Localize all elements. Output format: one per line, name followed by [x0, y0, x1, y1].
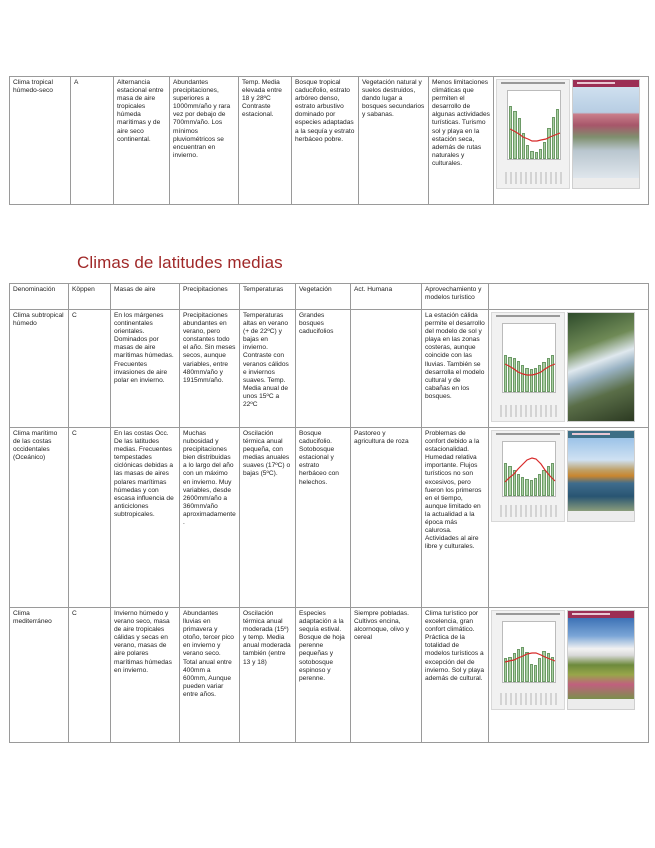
climograph-image — [491, 610, 565, 710]
cell-denominacion: Clima subtropical húmedo — [10, 310, 69, 428]
cell-precipitaciones: Muchas nubosidad y precipitaciones bien distribuidas a lo largo del año con un máximo en invierno. Muy variables, desde 2600mm/año a 360mm/año aproximadamente. — [180, 428, 240, 608]
header-vegetacion: Vegetación — [296, 284, 351, 310]
cell-vegetacion: Bosque caducifolio. Sotobosque estacional y estrato herbáceo con helechos. — [296, 428, 351, 608]
cell-temperaturas: Temperaturas altas en verano (+ de 22ºC) y bajas en invierno. Contraste con veranos cálidos e inviernos suaves. Temp. Media anual de unos 15ºC a 22ºC — [240, 310, 296, 428]
cell-turismo: Clima turístico por excelencia, gran confort climático. Práctica de la totalidad de modelos turísticos a excepción del de invierno. Sol y playa además de cultural. — [422, 608, 489, 743]
header-temperaturas: Temperaturas — [240, 284, 296, 310]
header-precipitaciones: Precipitaciones — [180, 284, 240, 310]
cell-temperaturas: Oscilación térmica anual moderada (15º) y temp. Media anual moderada también (entre 13 y 18) — [240, 608, 296, 743]
cell-turismo: Menos limitaciones climáticas que permiten el desarrollo de algunas actividades turísticas. Turismo sol y playa en la estación seca, además de rutas naturales y culturales. — [429, 77, 494, 205]
cell-vegetacion: Especies adaptación a la sequía estival. Bosque de hoja perenne pequeñas y sotobosque espinoso y perenne. — [296, 608, 351, 743]
cell-vegetacion: Grandes bosques caducifolios — [296, 310, 351, 428]
landscape-photo — [567, 610, 635, 710]
header-turismo: Aprovechamiento y modelos turístico — [422, 284, 489, 310]
cell-act-humana: Pastoreo y agricultura de roza — [351, 428, 422, 608]
cell-images — [494, 77, 649, 205]
climate-table-mid-latitudes — [9, 283, 649, 743]
cell-precipitaciones: Precipitaciones abundantes en verano, pero constantes todo el año. Sin meses secos, aunque variables, entre 480mm/año y 1915mm/año. — [180, 310, 240, 428]
cell-denominacion: Clima mediterráneo — [10, 608, 69, 743]
cell-precipitaciones: Abundantes precipitaciones, superiores a 1000mm/año y rara vez por debajo de 700mm/año. Los mínimos pluviométricos se encuentran en invierno. — [170, 77, 239, 205]
table-row — [10, 77, 649, 205]
climograph-image — [496, 79, 570, 189]
cell-act-humana: Vegetación natural y suelos destruidos, dando lugar a bosques secundarios y sabanas. — [359, 77, 429, 205]
cell-precipitaciones: Abundantes lluvias en primavera y otoño, tercer pico en invierno y verano seco. Total anual entre 400mm a 600mm, Aunque pueden variar entre años. — [180, 608, 240, 743]
cell-temperaturas: Oscilación térmica anual pequeña, con medias anuales suaves (17ºC) o bajas (5ºC). — [240, 428, 296, 608]
cell-koppen: C — [69, 608, 111, 743]
header-denominacion: Denominación — [10, 284, 69, 310]
cell-images — [489, 310, 649, 428]
landscape-photo — [572, 79, 640, 189]
table-header-row — [10, 284, 649, 310]
cell-turismo: La estación cálida permite el desarrollo del modelo de sol y playa en las zonas costeras, aunque coincide con las lluvias. También se desarrolla el modelo cultural y de cabañas en los bosques. — [422, 310, 489, 428]
cell-images — [489, 428, 649, 608]
header-masas-aire: Masas de aire — [111, 284, 180, 310]
table-row — [10, 428, 649, 608]
header-act-humana: Act. Humana — [351, 284, 422, 310]
cell-masas-aire: Invierno húmedo y verano seco, masa de aire tropicales cálidas y secas en verano, masas de aire polares marítimas húmedas en invierno. — [111, 608, 180, 743]
cell-temperaturas: Temp. Media elevada entre 18 y 28ºC Contraste estacional. — [239, 77, 292, 205]
header-images — [489, 284, 649, 310]
table-row — [10, 310, 649, 428]
cell-act-humana: Siempre pobladas. Cultivos encina, alcornoque, olivo y cereal — [351, 608, 422, 743]
cell-masas-aire: En los márgenes continentales orientales. Dominados por masas de aire marítimas húmedas. Frecuentes invasiones de aire polar en invierno. — [111, 310, 180, 428]
cell-koppen: C — [69, 428, 111, 608]
cell-turismo: Problemas de confort debido a la estacionalidad. Humedad relativa importante. Flujos turísticos no son excesivos, pero fueron los primeros en el tiempo, aunque limitado en la actualidad a la época más calurosa. Actividades al aire libre y culturales. — [422, 428, 489, 608]
cell-denominacion: Clima marítimo de las costas occidentales (Oceánico) — [10, 428, 69, 608]
cell-koppen: C — [69, 310, 111, 428]
climograph-image — [491, 430, 565, 522]
header-koppen: Köppen — [69, 284, 111, 310]
cell-koppen: A — [71, 77, 114, 205]
climate-table-tropical — [9, 76, 649, 205]
cell-act-humana — [351, 310, 422, 428]
cell-vegetacion: Bosque tropical caducifolio, estrato arbóreo denso, estrato arbustivo dominado por especies adaptadas a la sequía y estrato herbáceo pobre. — [292, 77, 359, 205]
table-row — [10, 608, 649, 743]
cell-masas-aire: En las costas Occ. De las latitudes medias. Frecuentes tempestades ciclónicas debidas a las masas de aires polares marítimas húmedas y con escasa influencia de anticiclones subtropicales. — [111, 428, 180, 608]
section-title: Climas de latitudes medias — [77, 253, 283, 272]
cell-denominacion: Clima tropical húmedo-seco — [10, 77, 71, 205]
landscape-photo — [567, 312, 635, 422]
climograph-image — [491, 312, 565, 422]
cell-masas-aire: Alternancia estacional entre masa de aire tropicales húmeda marítimas y de aire seco continental. — [114, 77, 170, 205]
landscape-photo — [567, 430, 635, 522]
cell-images — [489, 608, 649, 743]
